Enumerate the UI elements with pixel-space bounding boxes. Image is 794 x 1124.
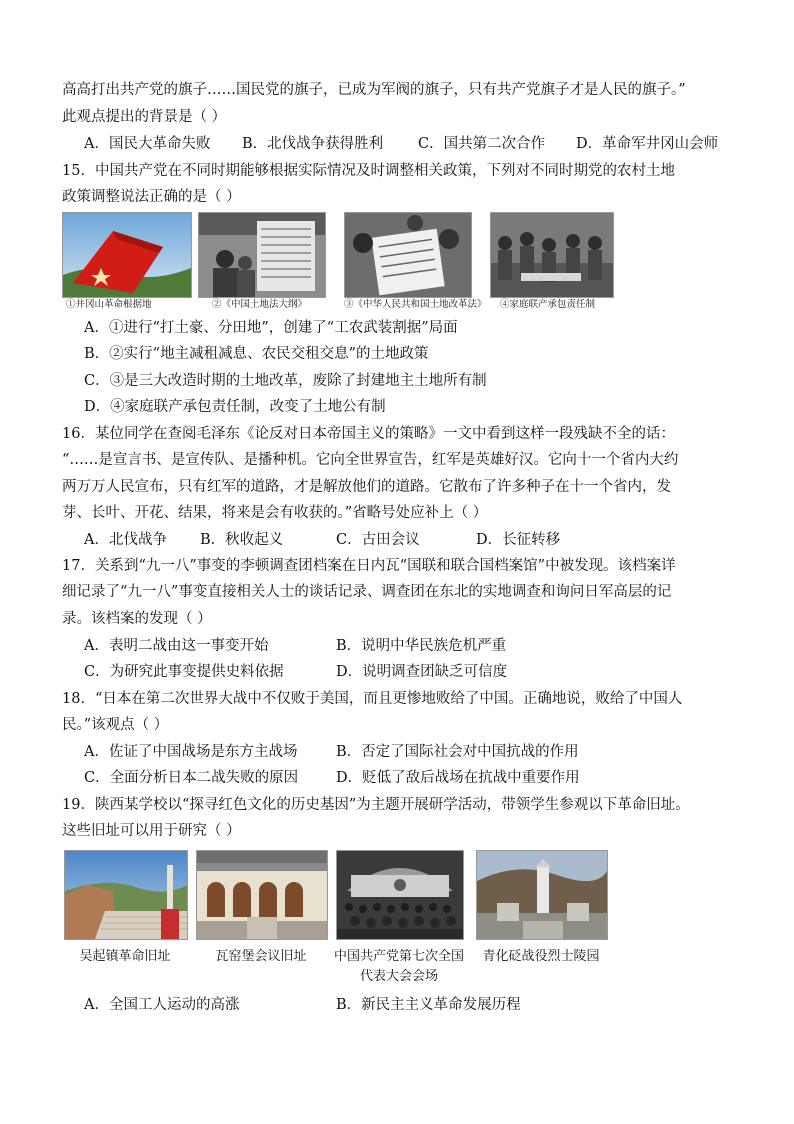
q14-stem-line2: 此观点提出的背景是（ ） xyxy=(62,109,227,125)
q17-option-a: A．表明二战由这一事变开始 xyxy=(84,638,269,654)
q15-option-c: C．③是三大改造时期的土地改革，废除了封建地主土地所有制 xyxy=(84,373,487,389)
land-law-outline-image xyxy=(198,212,326,298)
q16-stem-line4: 芽、长叶、开花、结果，将来是会有收获的。”省略号处应补上（ ） xyxy=(62,505,488,521)
q15-option-d: D．④家庭联产承包责任制，改变了土地公有制 xyxy=(84,399,386,415)
q19-option-b: B．新民主主义革命发展历程 xyxy=(336,997,521,1013)
q15-stem-line2: 政策调整说法正确的是（ ） xyxy=(62,189,241,205)
q16-stem-line1: 16．某位同学在查阅毛泽东《论反对日本帝国主义的策略》一文中看到这样一段残缺不全的话： xyxy=(62,426,675,442)
jinggangshan-monument-image xyxy=(62,212,192,298)
q15-caption-3: ③《中华人民共和国土地改革法》 xyxy=(344,299,487,310)
q16-stem-line3: 两万万人民宣布，只有红军的道路，才是解放他们的道路。它散布了许多种子在十一个省内，发 xyxy=(62,479,671,495)
q19-caption-2: 瓦窑堡会议旧址 xyxy=(215,949,307,964)
q14-option-d: D．革命军井冈山会师 xyxy=(576,136,719,152)
q18-option-b: B．否定了国际社会对中国抗战的作用 xyxy=(336,744,579,760)
q16-option-b: B．秋收起义 xyxy=(200,532,284,548)
q18-stem-line1: 18．“日本在第二次世界大战中不仅败于美国，而且更惨地败给了中国。正确地说，败给了中国人 xyxy=(62,691,683,707)
q17-stem-line1: 17．关系到“九一八”事变的李顿调查团档案在日内瓦“国联和联合国档案馆”中被发现。该档案详 xyxy=(62,558,676,574)
wuqi-town-site-image xyxy=(64,850,188,940)
seventh-congress-hall-image xyxy=(336,850,464,940)
qinghuabian-martyrs-cemetery-image xyxy=(476,850,608,940)
q17-option-d: D．说明调查团缺乏可信度 xyxy=(336,664,508,680)
q16-option-a: A．北伐战争 xyxy=(84,532,167,548)
q17-option-b: B．说明中华民族危机严重 xyxy=(336,638,507,654)
q18-stem-line2: 民。”该观点（ ） xyxy=(62,717,169,733)
household-contract-image xyxy=(490,212,614,298)
q15-caption-4: ④家庭联产承包责任制 xyxy=(500,299,596,310)
q18-option-a: A．佐证了中国战场是东方主战场 xyxy=(84,744,298,760)
q14-stem-line1: 高高打出共产党的旗子……国民党的旗子，已成为军阀的旗子，只有共产党旗子才是人民的旗子。” xyxy=(62,82,686,98)
q19-stem-line1: 19．陕西某学校以“探寻红色文化的历史基因”为主题开展研学活动，带领学生参观以下革命旧址。 xyxy=(62,797,690,813)
q19-option-a: A．全国工人运动的高涨 xyxy=(84,997,240,1013)
q19-caption-4: 青化砭战役烈士陵园 xyxy=(482,949,600,964)
q18-option-c: C．全面分析日本二战失败的原因 xyxy=(84,770,299,786)
q17-stem-line3: 录。该档案的发现（ ） xyxy=(62,611,212,627)
q15-caption-2: ②《中国土地法大纲》 xyxy=(212,299,308,310)
q16-stem-line2: “……是宣言书、是宣传队、是播种机。它向全世界宣告，红军是英雄好汉。它向十一个省内大约 xyxy=(62,452,679,468)
q17-option-c: C．为研究此事变提供史料依据 xyxy=(84,664,284,680)
q19-caption-3-line2: 代表大会会场 xyxy=(359,969,438,984)
land-reform-law-image xyxy=(344,212,472,298)
q19-caption-1: 吴起镇革命旧址 xyxy=(79,949,171,964)
wayaobao-meeting-site-image xyxy=(196,850,328,940)
q15-caption-1: ①井冈山革命根据地 xyxy=(66,299,152,310)
q16-option-c: C．古田会议 xyxy=(336,532,420,548)
q14-option-b: B．北伐战争获得胜利 xyxy=(242,136,384,152)
q15-option-a: A．①进行“打土豪、分田地”，创建了“工农武装割据”局面 xyxy=(84,320,458,336)
q19-caption-3-line1: 中国共产党第七次全国 xyxy=(333,949,464,964)
q14-option-c: C．国共第二次合作 xyxy=(418,136,546,152)
q15-stem-line1: 15．中国共产党在不同时期能够根据实际情况及时调整相关政策，下列对不同时期党的农村土地 xyxy=(62,163,675,179)
q19-stem-line2: 这些旧址可以用于研究（ ） xyxy=(62,823,241,839)
q18-option-d: D．贬低了敌后战场在抗战中重要作用 xyxy=(336,770,580,786)
q15-option-b: B．②实行“地主减租减息、农民交租交息”的土地政策 xyxy=(84,346,429,362)
q14-option-a: A．国民大革命失败 xyxy=(84,136,211,152)
q17-stem-line2: 细记录了“九一八”事变直接相关人士的谈话记录、调查团在东北的实地调查和询问日军高层的记 xyxy=(62,584,672,600)
q16-option-d: D．长征转移 xyxy=(476,532,561,548)
